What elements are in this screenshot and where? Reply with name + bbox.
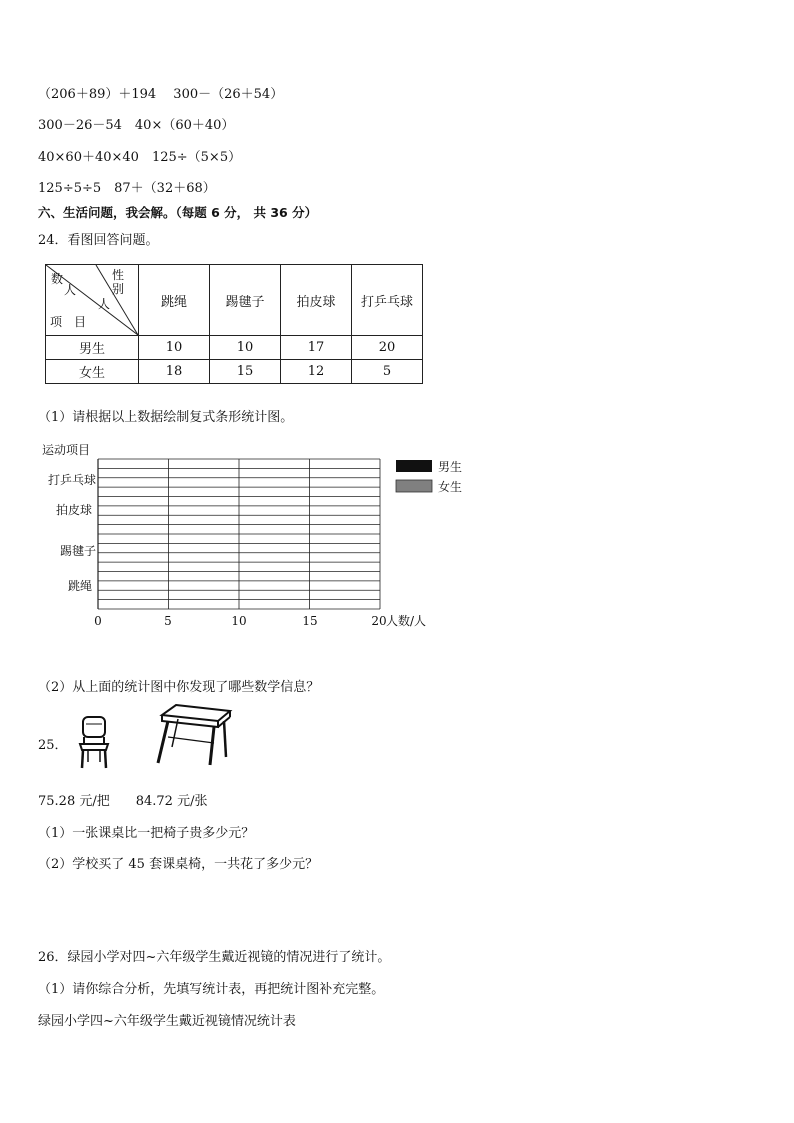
- calc-row-4: 125÷5÷5 87＋（32＋68）: [38, 181, 216, 196]
- chart-y-label: 跳绳: [67, 579, 92, 593]
- chart-x-tick: 20: [371, 614, 387, 628]
- chart-y-label: 打乒乓球: [47, 473, 96, 487]
- q26-part1: （1）请你综合分析，先填写统计表，再把统计图补充完整。: [38, 982, 385, 997]
- table-cell: 20: [352, 336, 423, 360]
- table-cell: 10: [139, 336, 210, 360]
- calc-row-3: 40×60＋40×40 125÷（5×5）: [38, 150, 242, 165]
- table-row: [46, 360, 423, 384]
- chart-x-tick: 5: [164, 614, 172, 628]
- chart-y-title: 运动项目: [42, 443, 91, 457]
- q24-part1: （1）请根据以上数据绘制复式条形统计图。: [38, 410, 294, 425]
- q25-prices: 75.28 元/把 84.72 元/张: [38, 794, 208, 809]
- table-cell: 18: [139, 360, 210, 384]
- corner-people-label-b: 人: [64, 283, 77, 297]
- chart-grid: [98, 459, 380, 609]
- q24-title: 24．看图回答问题。: [38, 233, 159, 248]
- chart-x-tick: 0: [94, 614, 102, 628]
- q24-part2: （2）从上面的统计图中你发现了哪些数学信息？: [38, 680, 320, 695]
- table-row: [46, 336, 423, 360]
- legend-swatch-girls: [396, 480, 432, 492]
- table-header-corner: [46, 265, 139, 336]
- column-header: 踢毽子: [210, 265, 281, 336]
- table-cell: 12: [281, 360, 352, 384]
- calc-row-1: （206＋89）＋194 300－（26＋54）: [38, 87, 284, 102]
- corner-person-label: 人: [98, 297, 111, 311]
- table-cell: 15: [210, 360, 281, 384]
- table-cell: 10: [210, 336, 281, 360]
- table-cell: 17: [281, 336, 352, 360]
- q25-part2: （2）学校买了 45 套课桌椅，一共花了多少元？: [38, 857, 319, 872]
- chart-x-tick: 15: [302, 614, 318, 628]
- q24-data-table: [45, 264, 423, 384]
- chart-x-tick: 10: [231, 614, 247, 628]
- chart-y-label: 拍皮球: [55, 503, 92, 517]
- q26-table-title: 绿园小学四~六年级学生戴近视镜情况统计表: [38, 1014, 296, 1029]
- section-6-heading: 六、生活问题，我会解。（每题 6 分， 共 36 分）: [38, 205, 318, 220]
- calc-row-2: 300－26－54 40×（60＋40）: [38, 118, 235, 133]
- corner-item-label-a: 项: [50, 315, 63, 329]
- q26-title: 26．绿园小学对四~六年级学生戴近视镜的情况进行了统计。: [38, 950, 391, 965]
- q25-part1: （1）一张课桌比一把椅子贵多少元？: [38, 826, 255, 841]
- desk-icon: [154, 703, 234, 767]
- column-header: 拍皮球: [281, 265, 352, 336]
- q25-number: 25．: [38, 738, 68, 753]
- blank-bar-chart: [40, 438, 500, 638]
- column-header: 跳绳: [139, 265, 210, 336]
- column-header: 打乒乓球: [352, 265, 423, 336]
- row-label: 男生: [46, 336, 139, 360]
- chair-icon: [76, 714, 112, 770]
- corner-people-label-a: 数: [51, 272, 64, 286]
- chart-x-unit: 人数/人: [386, 614, 427, 628]
- corner-gender-label: 性 别: [112, 268, 125, 296]
- legend-label-boys: 男生: [438, 460, 463, 474]
- legend-swatch-boys: [396, 460, 432, 472]
- legend-label-girls: 女生: [438, 480, 463, 494]
- row-label: 女生: [46, 360, 139, 384]
- corner-item-label-b: 目: [74, 315, 87, 329]
- chart-y-label: 踢毽子: [59, 544, 96, 558]
- table-cell: 5: [352, 360, 423, 384]
